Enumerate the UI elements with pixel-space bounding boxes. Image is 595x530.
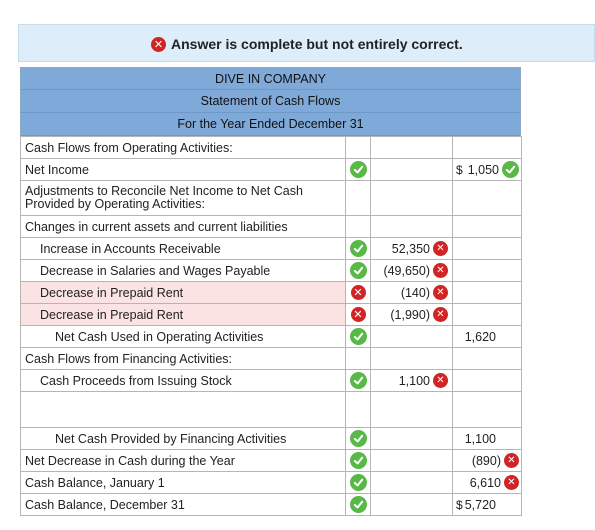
row-label-cell[interactable]: Cash Flows from Operating Activities: [21,137,346,159]
incorrect-x-icon: ✕ [504,453,519,468]
correct-check-icon [350,474,367,491]
row-label-cell[interactable]: Cash Balance, January 1 [21,472,346,494]
table-row [21,348,522,370]
row-label-cell[interactable]: Net Decrease in Cash during the Year [21,450,346,472]
correct-check-icon [350,430,367,447]
row-label-cell[interactable]: Cash Flows from Financing Activities: [21,348,346,370]
table-row [21,159,522,181]
correct-check-icon [350,161,367,178]
table-row [21,260,522,282]
dollar-sign: $ [456,162,463,177]
row-label-cell[interactable]: Cash Balance, December 31 [21,494,346,516]
incorrect-x-icon: ✕ [433,263,448,278]
correct-check-icon [350,328,367,345]
correct-check-icon [350,452,367,469]
incorrect-x-icon: ✕ [433,241,448,256]
row-label-cell[interactable]: Decrease in Prepaid Rent [21,282,346,304]
result-message: Answer is complete but not entirely correct. [171,36,463,52]
incorrect-x-icon: ✕ [433,307,448,322]
table-row [21,494,522,516]
statement-title: Statement of Cash Flows [20,90,521,113]
dollar-sign: $ [456,497,463,512]
table-row [21,238,522,260]
amount-input[interactable]: (140) ✕ [371,282,453,304]
table-row [21,181,522,216]
row-label-cell[interactable]: Adjustments to Reconcile Net Income to Net Cash Provided by Operating Activities: [21,181,346,216]
table-row [21,282,522,304]
statement-period: For the Year Ended December 31 [20,113,521,136]
row-label-cell[interactable]: Decrease in Salaries and Wages Payable [21,260,346,282]
row-label-cell[interactable] [21,392,346,428]
incorrect-x-icon: ✕ [504,475,519,490]
correct-check-icon [502,161,519,178]
table-row [21,304,522,326]
row-label-cell[interactable]: Net Income [21,159,346,181]
correct-check-icon [350,372,367,389]
table-row [21,428,522,450]
row-label-cell[interactable]: Net Cash Provided by Financing Activities [21,428,346,450]
table-row [21,472,522,494]
statement-header [20,67,521,136]
incorrect-x-icon: ✕ [433,285,448,300]
row-label-cell[interactable]: Decrease in Prepaid Rent [21,304,346,326]
table-row [21,392,522,428]
amount-input[interactable]: (1,990) ✕ [371,304,453,326]
amount-input[interactable]: $ 5,720 [453,494,522,516]
cash-flow-table [20,136,522,516]
row-label-cell[interactable]: Net Cash Used in Operating Activities [21,326,346,348]
correct-check-icon [350,496,367,513]
table-row [21,370,522,392]
amount-input[interactable]: 1,100 ✕ [371,370,453,392]
incorrect-x-icon: ✕ [351,285,366,300]
row-label-cell[interactable]: Cash Proceeds from Issuing Stock [21,370,346,392]
amount-input[interactable]: 6,610 ✕ [453,472,522,494]
correct-check-icon [350,240,367,257]
amount-input[interactable]: (49,650) ✕ [371,260,453,282]
incorrect-x-icon: ✕ [433,373,448,388]
amount-input[interactable]: 52,350 ✕ [371,238,453,260]
table-row [21,450,522,472]
incorrect-x-icon: ✕ [151,37,166,52]
row-label-cell[interactable]: Increase in Accounts Receivable [21,238,346,260]
correct-check-icon [350,262,367,279]
table-row [21,216,522,238]
amount-input[interactable]: $ 1,050 [453,159,522,181]
table-row [21,137,522,159]
amount-input[interactable]: 1,100 [453,428,522,450]
table-row [21,326,522,348]
company-name: DIVE IN COMPANY [20,67,521,90]
amount-input[interactable]: (890) ✕ [453,450,522,472]
incorrect-x-icon: ✕ [351,307,366,322]
row-label-cell[interactable]: Changes in current assets and current liabilities [21,216,346,238]
result-banner [18,24,595,62]
amount-input[interactable]: 1,620 [453,326,522,348]
